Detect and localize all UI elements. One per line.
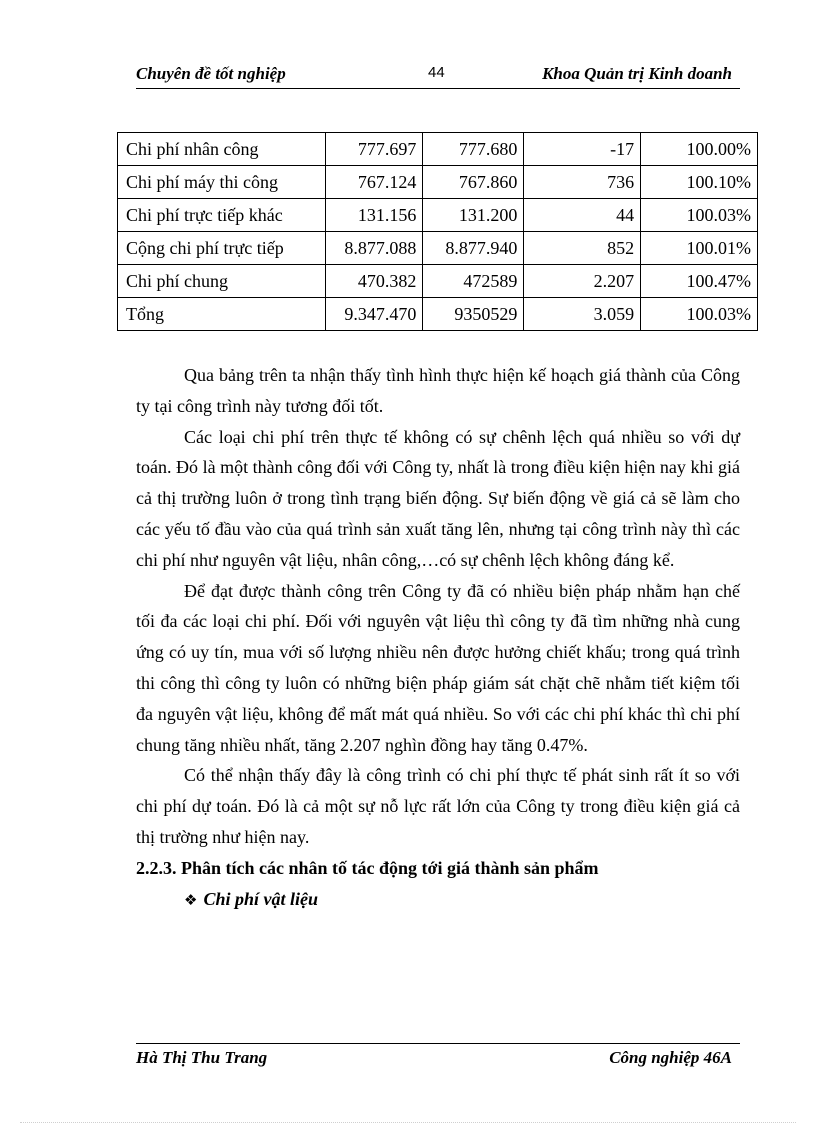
table-cell: 470.382 (326, 265, 423, 298)
table-cell-label: Chi phí nhân công (118, 133, 326, 166)
table-cell: 736 (524, 166, 641, 199)
table-cell: 777.680 (423, 133, 524, 166)
bullet-text: Chi phí vật liệu (203, 888, 318, 909)
table-cell: 472589 (423, 265, 524, 298)
table-cell: 3.059 (524, 298, 641, 331)
table-cell-label: Chi phí trực tiếp khác (118, 199, 326, 232)
table-cell: 9.347.470 (326, 298, 423, 331)
footer-class: Công nghiệp 46A (609, 1048, 732, 1067)
table-cell: 852 (524, 232, 641, 265)
page-header (136, 62, 740, 89)
section-heading: 2.2.3. Phân tích các nhân tố tác động tới giá thành sản phẩm (136, 857, 599, 878)
table-row (118, 166, 758, 199)
table-row (118, 298, 758, 331)
table-cell: 100.47% (641, 265, 758, 298)
footer-author: Hà Thị Thu Trang (136, 1048, 268, 1067)
table-cell: 767.124 (326, 166, 423, 199)
table-cell: -17 (524, 133, 641, 166)
table-cell: 100.10% (641, 166, 758, 199)
table-row (118, 133, 758, 166)
table-cell: 131.200 (423, 199, 524, 232)
table-cell: 100.00% (641, 133, 758, 166)
header-title: Chuyên đề tốt nghiệp (136, 64, 286, 83)
table-cell-label: Chi phí chung (118, 265, 326, 298)
body-text (136, 360, 740, 915)
table-cell: 777.697 (326, 133, 423, 166)
diamond-bullet-icon: ❖ (184, 890, 198, 909)
table-cell: 44 (524, 199, 641, 232)
table-row (118, 199, 758, 232)
table-cell: 8.877.088 (326, 232, 423, 265)
page-footer (136, 1043, 740, 1072)
table-cell: 131.156 (326, 199, 423, 232)
table-cell: 100.01% (641, 232, 758, 265)
paragraph: Để đạt được thành công trên Công ty đã có nhiều biện pháp nhằm hạn chế tối đa các loại chi phí. Đối với nguyên vật liệu thì công ty đã tìm những nhà cung ứng có uy tín, mua với số lượng nhiều nên được hưởng chiết khấu; trong quá trình thi công thì công ty luôn có những biện pháp giám sát chặt chẽ nhằm tiết kiệm tối đa nguyên vật liệu, không để mất mát quá nhiều. So với các chi phí khác thì chi phí chung tăng nhiều nhất, tăng 2.207 nghìn đồng hay tăng 0.47%. (136, 580, 740, 755)
table-cell: 767.860 (423, 166, 524, 199)
table-cell: 8.877.940 (423, 232, 524, 265)
paragraph: Qua bảng trên ta nhận thấy tình hình thực hiện kế hoạch giá thành của Công ty tại công trình này tương đối tốt. (136, 365, 740, 416)
table-cell: 2.207 (524, 265, 641, 298)
paragraph: Các loại chi phí trên thực tế không có sự chênh lệch quá nhiều so với dự toán. Đó là một thành công đối với Công ty, nhất là trong điều kiện hiện nay khi giá cả thị trường luôn ở trong tình trạng biến động. Sự biến động về giá cả sẽ làm cho các yếu tố đầu vào của quá trình sản xuất tăng lên, nhưng tại công trình này thì các chi phí như nguyên vật liệu, nhân công,…có sự chênh lệch không đáng kể. (136, 426, 740, 570)
cost-table (117, 132, 758, 331)
table-cell: 9350529 (423, 298, 524, 331)
paragraph: Có thể nhận thấy đây là công trình có chi phí thực tế phát sinh rất ít so với chi phí dự toán. Đó là cả một sự nỗ lực rất lớn của Công ty trong điều kiện giá cả thị trường như hiện nay. (136, 765, 740, 847)
header-department: Khoa Quản trị Kinh doanh (542, 64, 732, 83)
bullet-item (184, 884, 740, 916)
table-cell-label: Tổng (118, 298, 326, 331)
table-cell: 100.03% (641, 298, 758, 331)
table-row (118, 232, 758, 265)
table-cell-label: Cộng chi phí trực tiếp (118, 232, 326, 265)
table-cell-label: Chi phí máy thi công (118, 166, 326, 199)
table-row (118, 265, 758, 298)
page-number: 44 (428, 64, 445, 81)
table-cell: 100.03% (641, 199, 758, 232)
